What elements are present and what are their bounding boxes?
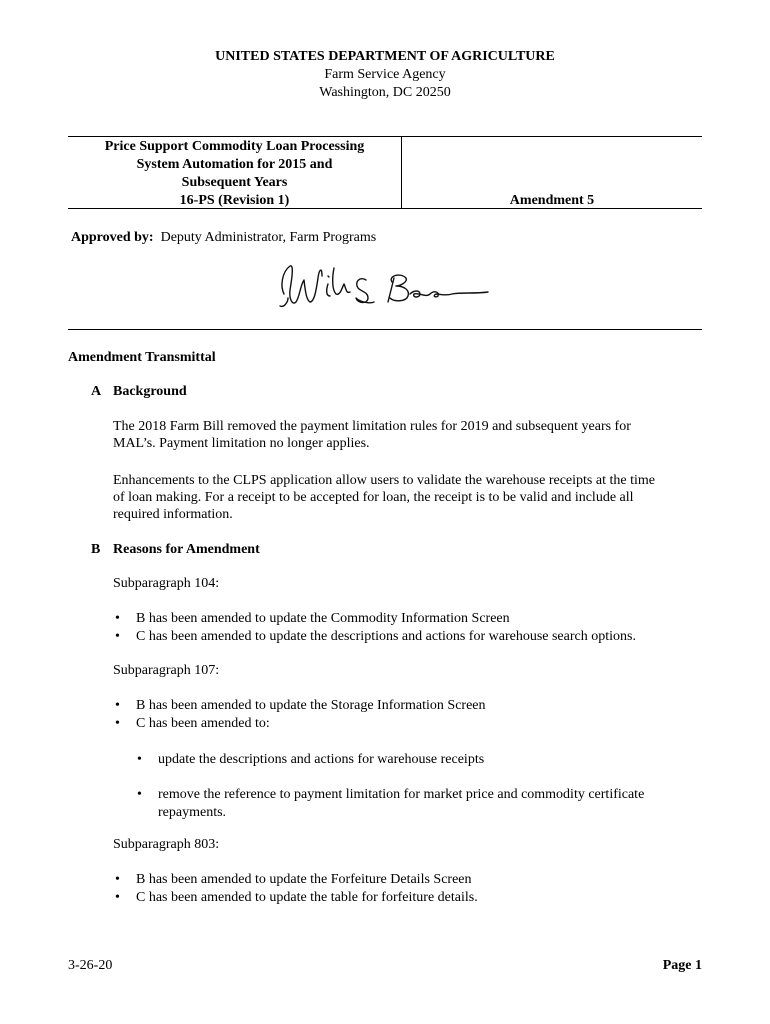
list-item: • C has been amended to update the descriptions and actions for warehouse search options. [113,628,636,646]
page-number: Page 1 [662,958,702,973]
amendment-number: Amendment 5 [509,193,595,208]
approval-section-border [68,329,702,330]
signature-image [270,258,500,316]
department-heading: UNITED STATES DEPARTMENT OF AGRICULTURE [215,49,555,64]
background-paragraph-1 [113,418,631,452]
subparagraph-107-sublist [135,786,695,822]
subparagraph-104-list [113,610,636,646]
paragraph-line: Enhancements to the CLPS application allow users to validate the warehouse receipts at the time [113,473,655,488]
handbook-title-line: System Automation for 2015 and [136,157,333,172]
handbook-title-line: Price Support Commodity Loan Processing [104,139,365,154]
paragraph-line: of loan making. For a receipt to be accepted for loan, the receipt is to be valid and include all [113,490,634,505]
paragraph-line: MAL’s. Payment limitation no longer applies. [113,436,370,451]
agency-name: Farm Service Agency [324,67,446,82]
list-item: • C has been amended to update the table for forfeiture details. [113,889,478,907]
title-box-top-border [68,136,702,137]
section-a-heading: Background [113,384,187,399]
subparagraph-803-label: Subparagraph 803: [113,837,220,852]
section-b-letter: B [91,542,101,557]
transmittal-heading: Amendment Transmittal [68,350,216,365]
subparagraph-104-label: Subparagraph 104: [113,576,220,591]
section-a-letter: A [91,384,102,399]
subparagraph-107-list [113,697,486,733]
approver-title: Deputy Administrator, Farm Programs [160,230,377,245]
paragraph-line: required information. [113,507,233,522]
agency-location: Washington, DC 20250 [319,85,451,100]
section-b-heading: Reasons for Amendment [113,542,260,557]
list-item: • update the descriptions and actions for warehouse receipts [135,751,484,769]
subparagraph-803-list [113,871,478,907]
background-paragraph-2 [113,472,655,523]
approved-by-label: Approved by: [71,230,154,245]
list-item: • remove the reference to payment limitation for market price and commodity certificate repayments. [135,786,695,822]
list-item: • B has been amended to update the Commodity Information Screen [113,610,636,628]
handbook-title-line: Subsequent Years [181,175,288,190]
subparagraph-107-sublist [135,751,484,769]
list-item: • B has been amended to update the Storage Information Screen [113,697,486,715]
list-item: • B has been amended to update the Forfeiture Details Screen [113,871,478,889]
handbook-number: 16-PS (Revision 1) [179,193,290,208]
list-item: • C has been amended to: [113,715,486,733]
footer-date: 3-26-20 [68,958,113,973]
paragraph-line: The 2018 Farm Bill removed the payment limitation rules for 2019 and subsequent years for [113,419,631,434]
handbook-title [68,138,401,210]
subparagraph-107-label: Subparagraph 107: [113,663,220,678]
approval-line [71,229,376,246]
